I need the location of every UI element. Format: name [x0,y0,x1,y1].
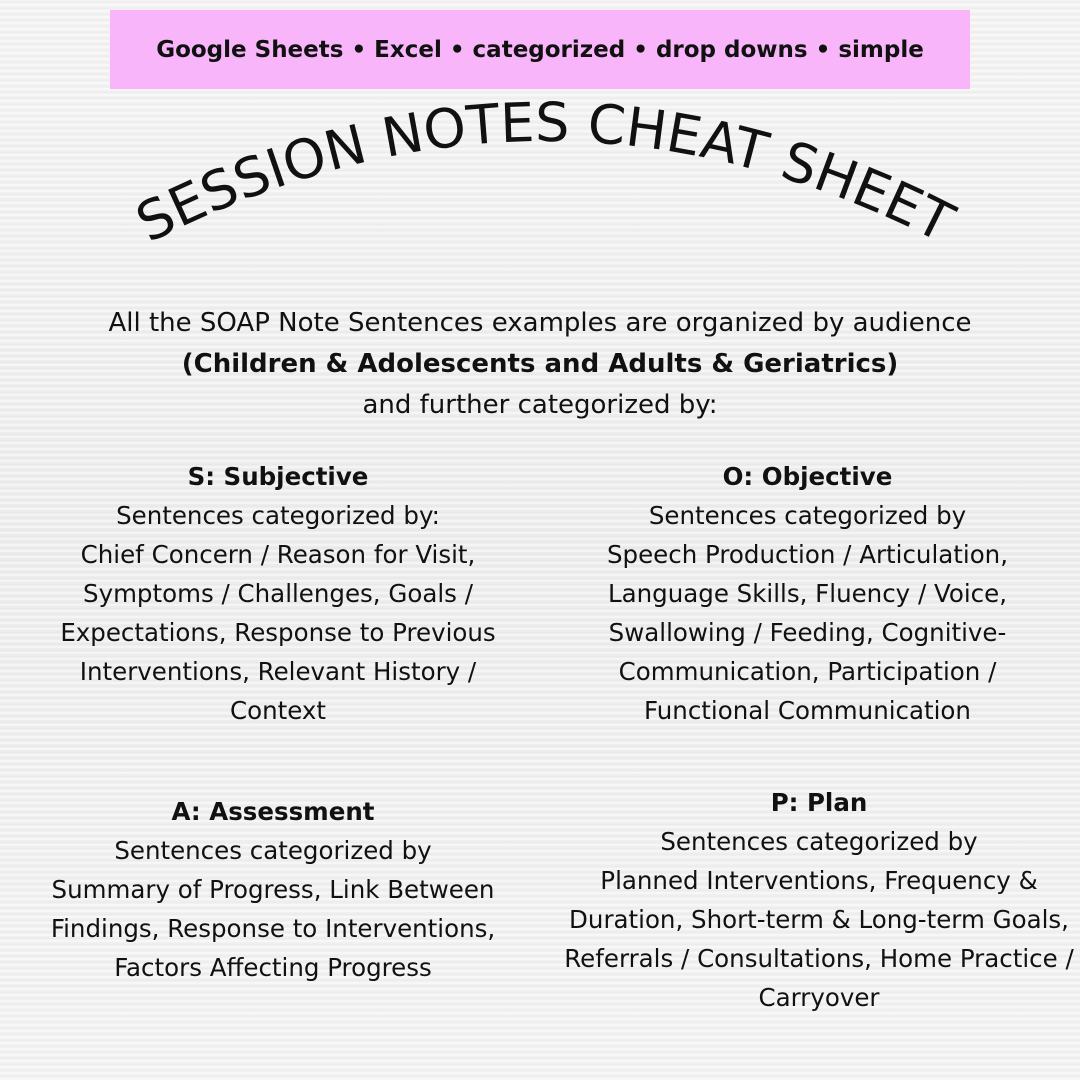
intro-line-3: and further categorized by: [362,390,718,420]
section-assessment [30,792,516,987]
section-subjective-lead: Sentences categorized by: [116,501,440,530]
section-subjective [30,457,526,730]
section-plan-items: Planned Interventions, Frequency & Duration, Short-term & Long-term Goals, Referrals / Consultations, Home Practice / Carryover [564,866,1074,1012]
section-assessment-lead: Sentences categorized by [114,836,432,865]
section-objective-lead: Sentences categorized by [648,501,967,530]
section-objective [560,457,1055,730]
section-objective-heading: O: Objective [722,462,893,491]
intro-audience: (Children & Adolescents and Adults & Geriatrics) [181,349,899,379]
section-plan-lead: Sentences categorized by [660,827,978,856]
section-subjective-items: Chief Concern / Reason for Visit, Symptoms / Challenges, Goals / Expectations, Response to Previous Interventions, Relevant History / Context [60,540,496,725]
section-assessment-heading: A: Assessment [171,797,375,826]
section-plan [563,783,1075,1017]
section-objective-items: Speech Production / Articulation, Language Skills, Fluency / Voice, Swallowing / Feeding, Cognitive-Communication, Participation / Functional Communication [607,540,1008,725]
feature-banner [110,10,970,89]
banner-text: Google Sheets • Excel • categorized • drop downs • simple [156,36,924,63]
section-assessment-items: Summary of Progress, Link Between Findings, Response to Interventions, Factors Affecting Progress [50,875,496,982]
page-title [0,95,1080,295]
section-plan-heading: P: Plan [770,788,868,817]
intro-block [0,303,1080,426]
intro-line-1: All the SOAP Note Sentences examples are organized by audience [108,308,972,338]
section-subjective-heading: S: Subjective [187,462,369,491]
page-title-path: SESSION NOTES CHEAT SHEET [126,95,964,255]
page-title-text [127,95,965,255]
